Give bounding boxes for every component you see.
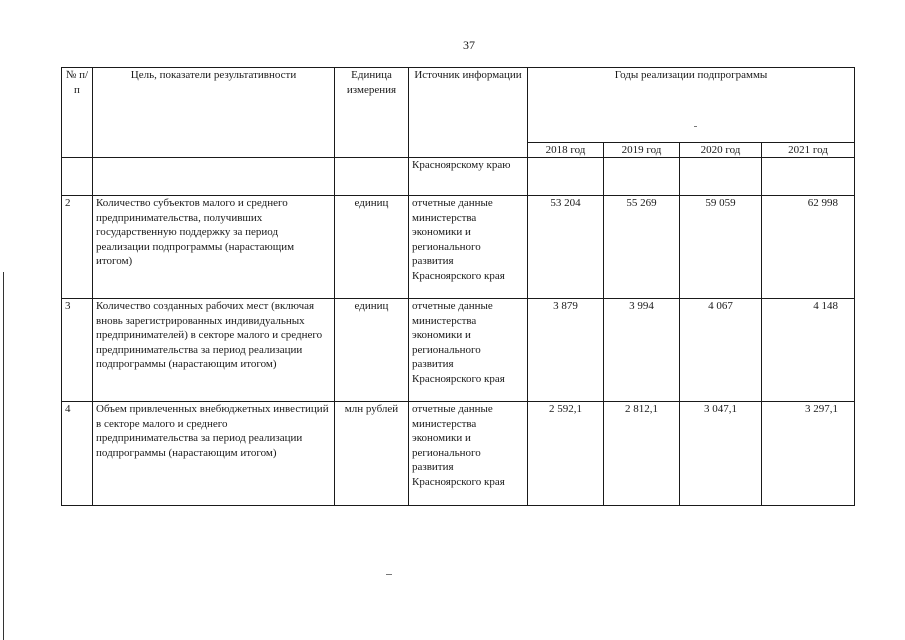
table-cell [762,158,855,196]
scan-margin-line [3,272,4,640]
table-row [62,196,855,299]
table-cell [62,158,93,196]
row-value: 59 059 [680,196,762,299]
row-value: 2 592,1 [528,402,604,506]
row-value: 3 047,1 [680,402,762,506]
header-num: № п/п [62,68,93,158]
header-row [62,68,855,143]
header-year: 2021 год [762,143,855,158]
header-source: Источник информации [409,68,528,158]
table-row [62,299,855,402]
row-value: 53 204 [528,196,604,299]
row-value: 3 879 [528,299,604,402]
row-value: 3 297,1 [762,402,855,506]
table-cell [335,158,409,196]
row-value: 4 148 [762,299,855,402]
row-source: отчетные данные министерства экономики и регионального развития Красноярского края [409,299,528,402]
header-years-group: Годы реализации подпрограммы [528,68,855,143]
row-unit: единиц [335,299,409,402]
row-value: 2 812,1 [604,402,680,506]
row-goal: Объем привлеченных внебюджетных инвестиций в секторе малого и среднего предпринимательства за период реализации подпрограммы (нарастающим итогом) [93,402,335,506]
row-num: 2 [62,196,93,299]
source-cell: Красноярскому краю [409,158,528,196]
table-row [62,402,855,506]
row-num: 3 [62,299,93,402]
indicators-table [61,67,855,506]
table-cell [93,158,335,196]
table-cell [604,158,680,196]
page-number: 37 [463,38,475,52]
row-value: 62 998 [762,196,855,299]
row-source: отчетные данные министерства экономики и регионального развития Красноярского края [409,196,528,299]
header-year: 2019 год [604,143,680,158]
header-year: 2018 год [528,143,604,158]
row-unit: млн рублей [335,402,409,506]
row-value: 4 067 [680,299,762,402]
row-goal: Количество созданных рабочих мест (включая вновь зарегистрированных индивидуальных предпринимателей) в секторе малого и среднего предпринимательства за период реализации подпрограммы (нарастающим итогом) [93,299,335,402]
header-year: 2020 год [680,143,762,158]
table-cell [680,158,762,196]
row-value: 3 994 [604,299,680,402]
row-value: 55 269 [604,196,680,299]
row-source: отчетные данные министерства экономики и регионального развития Красноярского края [409,402,528,506]
scan-speck [386,574,392,575]
continuation-row [62,158,855,196]
row-goal: Количество субъектов малого и среднего предпринимательства, получивших государственную поддержку за период реализации подпрограммы (нарастающим итогом) [93,196,335,299]
row-unit: единиц [335,196,409,299]
header-goal: Цель, показатели результативности [93,68,335,158]
header-unit: Единица измерения [335,68,409,158]
row-num: 4 [62,402,93,506]
table-cell [528,158,604,196]
